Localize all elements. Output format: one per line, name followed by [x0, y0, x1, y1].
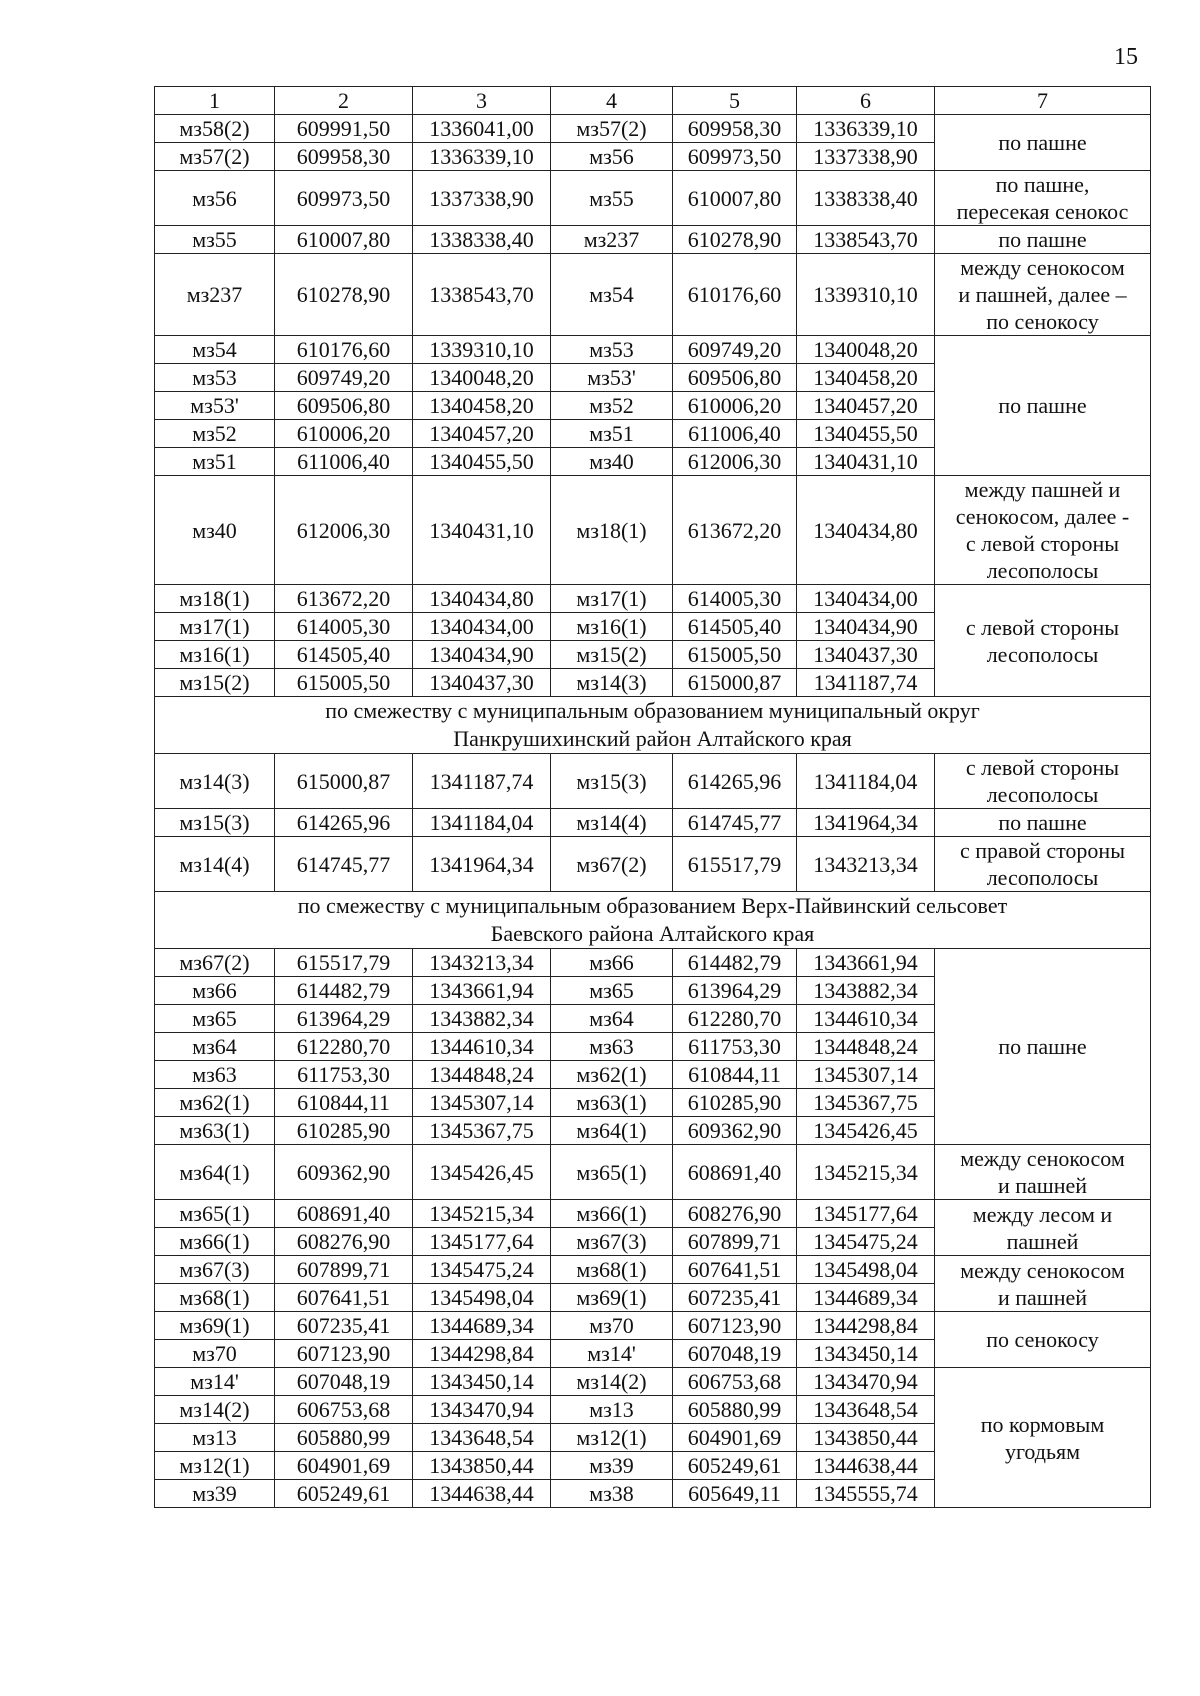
start-y-cell: 1341184,04 — [413, 809, 551, 837]
start-point-cell: мз69(1) — [155, 1312, 275, 1340]
end-x-cell: 610844,11 — [673, 1061, 797, 1089]
end-x-cell: 610006,20 — [673, 392, 797, 420]
start-y-cell: 1336339,10 — [413, 143, 551, 171]
end-x-cell: 607235,41 — [673, 1284, 797, 1312]
table-row — [155, 1312, 1151, 1340]
start-point-cell: мз70 — [155, 1340, 275, 1368]
end-x-cell: 614005,30 — [673, 585, 797, 613]
description-line: угодьям — [1004, 1438, 1081, 1464]
start-point-cell: мз64(1) — [155, 1145, 275, 1200]
end-point-cell: мз68(1) — [551, 1256, 673, 1284]
start-x-cell: 607048,19 — [275, 1368, 413, 1396]
start-point-cell: мз53' — [155, 392, 275, 420]
start-x-cell: 610278,90 — [275, 254, 413, 336]
start-y-cell: 1340457,20 — [413, 420, 551, 448]
start-point-cell: мз65 — [155, 1005, 275, 1033]
start-y-cell: 1341964,34 — [413, 837, 551, 892]
start-y-cell: 1344848,24 — [413, 1061, 551, 1089]
section-heading — [155, 697, 1151, 754]
end-point-cell: мз15(3) — [551, 754, 673, 809]
start-x-cell: 612006,30 — [275, 476, 413, 585]
start-y-cell: 1338543,70 — [413, 254, 551, 336]
end-x-cell: 614265,96 — [673, 754, 797, 809]
start-point-cell: мз53 — [155, 364, 275, 392]
end-y-cell: 1345426,45 — [797, 1117, 935, 1145]
end-point-cell: мз63(1) — [551, 1089, 673, 1117]
end-y-cell: 1340457,20 — [797, 392, 935, 420]
description-line: между сенокосом — [960, 1257, 1125, 1283]
start-point-cell: мз65(1) — [155, 1200, 275, 1228]
end-x-cell: 608276,90 — [673, 1200, 797, 1228]
start-y-cell: 1340048,20 — [413, 364, 551, 392]
start-point-cell: мз63(1) — [155, 1117, 275, 1145]
end-x-cell: 605249,61 — [673, 1452, 797, 1480]
end-y-cell: 1337338,90 — [797, 143, 935, 171]
end-x-cell: 610285,90 — [673, 1089, 797, 1117]
table-row — [155, 1256, 1151, 1284]
column-header: 5 — [673, 87, 797, 115]
start-y-cell: 1340455,50 — [413, 448, 551, 476]
start-x-cell: 615517,79 — [275, 949, 413, 977]
end-x-cell: 612006,30 — [673, 448, 797, 476]
start-y-cell: 1344298,84 — [413, 1340, 551, 1368]
end-point-cell: мз65 — [551, 977, 673, 1005]
table-row — [155, 1368, 1151, 1396]
start-x-cell: 611006,40 — [275, 448, 413, 476]
start-x-cell: 606753,68 — [275, 1396, 413, 1424]
end-y-cell: 1343661,94 — [797, 949, 935, 977]
table-row — [155, 1200, 1151, 1228]
start-point-cell: мз14(2) — [155, 1396, 275, 1424]
description-line: лесополосы — [986, 641, 1099, 667]
end-y-cell: 1343850,44 — [797, 1424, 935, 1452]
start-point-cell: мз52 — [155, 420, 275, 448]
end-y-cell: 1339310,10 — [797, 254, 935, 336]
start-y-cell: 1345215,34 — [413, 1200, 551, 1228]
end-y-cell: 1338338,40 — [797, 171, 935, 226]
end-point-cell: мз65(1) — [551, 1145, 673, 1200]
end-point-cell: мз64(1) — [551, 1117, 673, 1145]
start-point-cell: мз16(1) — [155, 641, 275, 669]
start-x-cell: 609991,50 — [275, 115, 413, 143]
end-x-cell: 609362,90 — [673, 1117, 797, 1145]
end-point-cell: мз53' — [551, 364, 673, 392]
end-x-cell: 607641,51 — [673, 1256, 797, 1284]
end-y-cell: 1343213,34 — [797, 837, 935, 892]
start-point-cell: мз67(2) — [155, 949, 275, 977]
start-point-cell: мз18(1) — [155, 585, 275, 613]
boundary-description-cell — [935, 476, 1151, 585]
end-point-cell: мз14(3) — [551, 669, 673, 697]
start-x-cell: 613964,29 — [275, 1005, 413, 1033]
description-line: между лесом и — [972, 1201, 1113, 1227]
end-y-cell: 1345367,75 — [797, 1089, 935, 1117]
boundary-description-cell: по пашне — [935, 226, 1151, 254]
table-row — [155, 754, 1151, 809]
start-x-cell: 615005,50 — [275, 669, 413, 697]
start-x-cell: 609958,30 — [275, 143, 413, 171]
end-y-cell: 1340455,50 — [797, 420, 935, 448]
end-y-cell: 1345215,34 — [797, 1145, 935, 1200]
start-y-cell: 1340434,90 — [413, 641, 551, 669]
section-row — [155, 892, 1151, 949]
section-heading — [155, 892, 1151, 949]
start-x-cell: 607235,41 — [275, 1312, 413, 1340]
description-line: пашней — [1006, 1228, 1079, 1254]
boundary-description-cell: по пашне — [935, 949, 1151, 1145]
end-x-cell: 614505,40 — [673, 613, 797, 641]
boundary-description-cell — [935, 1256, 1151, 1312]
end-point-cell: мз40 — [551, 448, 673, 476]
start-y-cell: 1343648,54 — [413, 1424, 551, 1452]
start-x-cell: 607123,90 — [275, 1340, 413, 1368]
start-y-cell: 1336041,00 — [413, 115, 551, 143]
description-line: сенокосом, далее - — [955, 504, 1130, 529]
table-row — [155, 115, 1151, 143]
start-x-cell: 609506,80 — [275, 392, 413, 420]
boundary-description-cell: по пашне — [935, 809, 1151, 837]
start-point-cell: мз66(1) — [155, 1228, 275, 1256]
table-row — [155, 949, 1151, 977]
boundary-description-cell — [935, 171, 1151, 226]
section-row — [155, 697, 1151, 754]
column-header: 6 — [797, 87, 935, 115]
end-x-cell: 614745,77 — [673, 809, 797, 837]
end-point-cell: мз67(2) — [551, 837, 673, 892]
start-x-cell: 614005,30 — [275, 613, 413, 641]
end-point-cell: мз66(1) — [551, 1200, 673, 1228]
start-y-cell: 1340434,80 — [413, 585, 551, 613]
start-point-cell: мз64 — [155, 1033, 275, 1061]
start-point-cell: мз14(3) — [155, 754, 275, 809]
start-x-cell: 610285,90 — [275, 1117, 413, 1145]
header-row — [155, 87, 1151, 115]
start-y-cell: 1341187,74 — [413, 754, 551, 809]
description-line: пересекая сенокос — [956, 199, 1129, 224]
end-y-cell: 1341184,04 — [797, 754, 935, 809]
description-line: лесополосы — [986, 865, 1099, 890]
end-point-cell: мз66 — [551, 949, 673, 977]
start-x-cell: 614482,79 — [275, 977, 413, 1005]
start-x-cell: 612280,70 — [275, 1033, 413, 1061]
start-point-cell: мз14' — [155, 1368, 275, 1396]
table-body — [155, 115, 1151, 1508]
end-x-cell: 609973,50 — [673, 143, 797, 171]
boundary-description-cell: по сенокосу — [935, 1312, 1151, 1368]
start-y-cell: 1343450,14 — [413, 1368, 551, 1396]
start-point-cell: мз12(1) — [155, 1452, 275, 1480]
end-point-cell: мз53 — [551, 336, 673, 364]
start-y-cell: 1343470,94 — [413, 1396, 551, 1424]
start-x-cell: 613672,20 — [275, 585, 413, 613]
start-y-cell: 1343850,44 — [413, 1452, 551, 1480]
end-point-cell: мз18(1) — [551, 476, 673, 585]
start-y-cell: 1340431,10 — [413, 476, 551, 585]
end-y-cell: 1336339,10 — [797, 115, 935, 143]
start-x-cell: 614505,40 — [275, 641, 413, 669]
table-row — [155, 809, 1151, 837]
end-point-cell: мз69(1) — [551, 1284, 673, 1312]
end-y-cell: 1340434,90 — [797, 613, 935, 641]
boundary-coordinates-table — [154, 86, 1151, 1508]
description-line: лесополосы — [986, 782, 1099, 807]
end-point-cell: мз12(1) — [551, 1424, 673, 1452]
start-point-cell: мз40 — [155, 476, 275, 585]
end-point-cell: мз15(2) — [551, 641, 673, 669]
boundary-description-cell: по пашне — [935, 115, 1151, 171]
end-y-cell: 1340458,20 — [797, 364, 935, 392]
start-point-cell: мз39 — [155, 1480, 275, 1508]
start-x-cell: 610176,60 — [275, 336, 413, 364]
description-line: между пашней и — [964, 477, 1121, 502]
end-y-cell: 1345498,04 — [797, 1256, 935, 1284]
end-point-cell: мз57(2) — [551, 115, 673, 143]
column-header: 4 — [551, 87, 673, 115]
end-point-cell: мз39 — [551, 1452, 673, 1480]
start-x-cell: 604901,69 — [275, 1452, 413, 1480]
end-x-cell: 613672,20 — [673, 476, 797, 585]
start-point-cell: мз66 — [155, 977, 275, 1005]
start-point-cell: мз63 — [155, 1061, 275, 1089]
end-y-cell: 1344848,24 — [797, 1033, 935, 1061]
end-y-cell: 1345307,14 — [797, 1061, 935, 1089]
description-line: лесополосы — [986, 558, 1099, 583]
table-row — [155, 476, 1151, 585]
start-y-cell: 1340437,30 — [413, 669, 551, 697]
section-heading-line: Баевского района Алтайского края — [490, 921, 815, 946]
end-y-cell: 1345475,24 — [797, 1228, 935, 1256]
table-row — [155, 585, 1151, 613]
start-y-cell: 1345367,75 — [413, 1117, 551, 1145]
description-line: по кормовым — [980, 1411, 1105, 1437]
table-row — [155, 837, 1151, 892]
end-point-cell: мз67(3) — [551, 1228, 673, 1256]
end-y-cell: 1340431,10 — [797, 448, 935, 476]
end-point-cell: мз70 — [551, 1312, 673, 1340]
start-x-cell: 610844,11 — [275, 1089, 413, 1117]
end-y-cell: 1343470,94 — [797, 1368, 935, 1396]
end-x-cell: 607899,71 — [673, 1228, 797, 1256]
boundary-description-cell — [935, 1145, 1151, 1200]
table-row — [155, 226, 1151, 254]
end-x-cell: 613964,29 — [673, 977, 797, 1005]
start-point-cell: мз51 — [155, 448, 275, 476]
boundary-description-cell — [935, 1200, 1151, 1256]
end-x-cell: 607048,19 — [673, 1340, 797, 1368]
description-line: между сенокосом — [960, 255, 1125, 280]
end-point-cell: мз16(1) — [551, 613, 673, 641]
end-y-cell: 1345555,74 — [797, 1480, 935, 1508]
description-line: с правой стороны — [960, 838, 1125, 863]
end-x-cell: 610007,80 — [673, 171, 797, 226]
section-heading-line: Панкрушихинский район Алтайского края — [453, 726, 852, 751]
end-y-cell: 1343882,34 — [797, 977, 935, 1005]
end-point-cell: мз14' — [551, 1340, 673, 1368]
end-y-cell: 1343450,14 — [797, 1340, 935, 1368]
end-x-cell: 610278,90 — [673, 226, 797, 254]
description-line: по пашне, — [995, 172, 1090, 197]
end-y-cell: 1343648,54 — [797, 1396, 935, 1424]
start-point-cell: мз62(1) — [155, 1089, 275, 1117]
end-x-cell: 609749,20 — [673, 336, 797, 364]
start-y-cell: 1337338,90 — [413, 171, 551, 226]
start-x-cell: 614745,77 — [275, 837, 413, 892]
description-line: по сенокосу — [986, 309, 1099, 334]
end-x-cell: 615000,87 — [673, 669, 797, 697]
end-point-cell: мз38 — [551, 1480, 673, 1508]
end-x-cell: 604901,69 — [673, 1424, 797, 1452]
start-x-cell: 615000,87 — [275, 754, 413, 809]
start-point-cell: мз58(2) — [155, 115, 275, 143]
start-y-cell: 1343213,34 — [413, 949, 551, 977]
start-x-cell: 614265,96 — [275, 809, 413, 837]
end-x-cell: 605880,99 — [673, 1396, 797, 1424]
start-x-cell: 608691,40 — [275, 1200, 413, 1228]
description-line: с левой стороны — [965, 614, 1120, 640]
end-x-cell: 607123,90 — [673, 1312, 797, 1340]
end-y-cell: 1338543,70 — [797, 226, 935, 254]
end-x-cell: 615517,79 — [673, 837, 797, 892]
boundary-description-cell — [935, 754, 1151, 809]
description-line: и пашней, далее – — [958, 282, 1127, 307]
end-point-cell: мз13 — [551, 1396, 673, 1424]
end-y-cell: 1341187,74 — [797, 669, 935, 697]
start-point-cell: мз55 — [155, 226, 275, 254]
start-point-cell: мз14(4) — [155, 837, 275, 892]
section-heading-line: по смежеству с муниципальным образованием Верх-Пайвинский сельсовет — [297, 893, 1008, 918]
start-y-cell: 1345307,14 — [413, 1089, 551, 1117]
page-number: 15 — [1114, 44, 1138, 70]
start-x-cell: 607899,71 — [275, 1256, 413, 1284]
start-y-cell: 1345426,45 — [413, 1145, 551, 1200]
start-point-cell: мз57(2) — [155, 143, 275, 171]
start-point-cell: мз68(1) — [155, 1284, 275, 1312]
end-x-cell: 615005,50 — [673, 641, 797, 669]
start-y-cell: 1345177,64 — [413, 1228, 551, 1256]
end-y-cell: 1341964,34 — [797, 809, 935, 837]
start-x-cell: 609362,90 — [275, 1145, 413, 1200]
column-header: 7 — [935, 87, 1151, 115]
start-point-cell: мз54 — [155, 336, 275, 364]
end-x-cell: 610176,60 — [673, 254, 797, 336]
start-point-cell: мз15(2) — [155, 669, 275, 697]
end-point-cell: мз17(1) — [551, 585, 673, 613]
start-y-cell: 1344638,44 — [413, 1480, 551, 1508]
column-header: 1 — [155, 87, 275, 115]
start-point-cell: мз17(1) — [155, 613, 275, 641]
end-point-cell: мз52 — [551, 392, 673, 420]
start-point-cell: мз13 — [155, 1424, 275, 1452]
end-point-cell: мз56 — [551, 143, 673, 171]
end-x-cell: 611006,40 — [673, 420, 797, 448]
end-point-cell: мз55 — [551, 171, 673, 226]
start-y-cell: 1344610,34 — [413, 1033, 551, 1061]
start-x-cell: 605249,61 — [275, 1480, 413, 1508]
end-x-cell: 609506,80 — [673, 364, 797, 392]
start-y-cell: 1340458,20 — [413, 392, 551, 420]
end-x-cell: 606753,68 — [673, 1368, 797, 1396]
end-x-cell: 608691,40 — [673, 1145, 797, 1200]
end-point-cell: мз64 — [551, 1005, 673, 1033]
start-x-cell: 607641,51 — [275, 1284, 413, 1312]
boundary-description-cell — [935, 837, 1151, 892]
end-x-cell: 614482,79 — [673, 949, 797, 977]
boundary-description-cell — [935, 1368, 1151, 1508]
start-x-cell: 605880,99 — [275, 1424, 413, 1452]
end-point-cell: мз14(2) — [551, 1368, 673, 1396]
start-y-cell: 1343882,34 — [413, 1005, 551, 1033]
start-y-cell: 1340434,00 — [413, 613, 551, 641]
end-y-cell: 1344298,84 — [797, 1312, 935, 1340]
end-y-cell: 1344610,34 — [797, 1005, 935, 1033]
table-row — [155, 171, 1151, 226]
column-header: 2 — [275, 87, 413, 115]
boundary-description-cell: по пашне — [935, 336, 1151, 476]
end-y-cell: 1345177,64 — [797, 1200, 935, 1228]
end-point-cell: мз63 — [551, 1033, 673, 1061]
start-point-cell: мз67(3) — [155, 1256, 275, 1284]
end-y-cell: 1340434,80 — [797, 476, 935, 585]
start-x-cell: 609749,20 — [275, 364, 413, 392]
section-heading-line: по смежеству с муниципальным образованием муниципальный округ — [325, 698, 980, 723]
description-line: и пашней — [997, 1284, 1088, 1310]
end-y-cell: 1340048,20 — [797, 336, 935, 364]
start-point-cell: мз56 — [155, 171, 275, 226]
table-row — [155, 1145, 1151, 1200]
description-line: с левой стороны — [965, 531, 1120, 556]
start-x-cell: 610006,20 — [275, 420, 413, 448]
boundary-description-cell — [935, 585, 1151, 697]
start-point-cell: мз237 — [155, 254, 275, 336]
table-row — [155, 254, 1151, 336]
end-x-cell: 605649,11 — [673, 1480, 797, 1508]
start-y-cell: 1343661,94 — [413, 977, 551, 1005]
start-y-cell: 1345475,24 — [413, 1256, 551, 1284]
start-x-cell: 608276,90 — [275, 1228, 413, 1256]
start-y-cell: 1339310,10 — [413, 336, 551, 364]
column-header: 3 — [413, 87, 551, 115]
start-point-cell: мз15(3) — [155, 809, 275, 837]
boundary-description-cell — [935, 254, 1151, 336]
end-x-cell: 612280,70 — [673, 1005, 797, 1033]
description-line: и пашней — [997, 1173, 1088, 1198]
description-line: между сенокосом — [960, 1146, 1125, 1171]
end-point-cell: мз54 — [551, 254, 673, 336]
end-y-cell: 1344638,44 — [797, 1452, 935, 1480]
end-x-cell: 609958,30 — [673, 115, 797, 143]
end-x-cell: 611753,30 — [673, 1033, 797, 1061]
end-point-cell: мз62(1) — [551, 1061, 673, 1089]
start-y-cell: 1345498,04 — [413, 1284, 551, 1312]
description-line: с левой стороны — [965, 755, 1120, 780]
table-row — [155, 336, 1151, 364]
start-y-cell: 1338338,40 — [413, 226, 551, 254]
end-y-cell: 1344689,34 — [797, 1284, 935, 1312]
start-x-cell: 610007,80 — [275, 226, 413, 254]
start-x-cell: 609973,50 — [275, 171, 413, 226]
end-y-cell: 1340437,30 — [797, 641, 935, 669]
end-y-cell: 1340434,00 — [797, 585, 935, 613]
end-point-cell: мз51 — [551, 420, 673, 448]
start-y-cell: 1344689,34 — [413, 1312, 551, 1340]
end-point-cell: мз237 — [551, 226, 673, 254]
start-x-cell: 611753,30 — [275, 1061, 413, 1089]
end-point-cell: мз14(4) — [551, 809, 673, 837]
